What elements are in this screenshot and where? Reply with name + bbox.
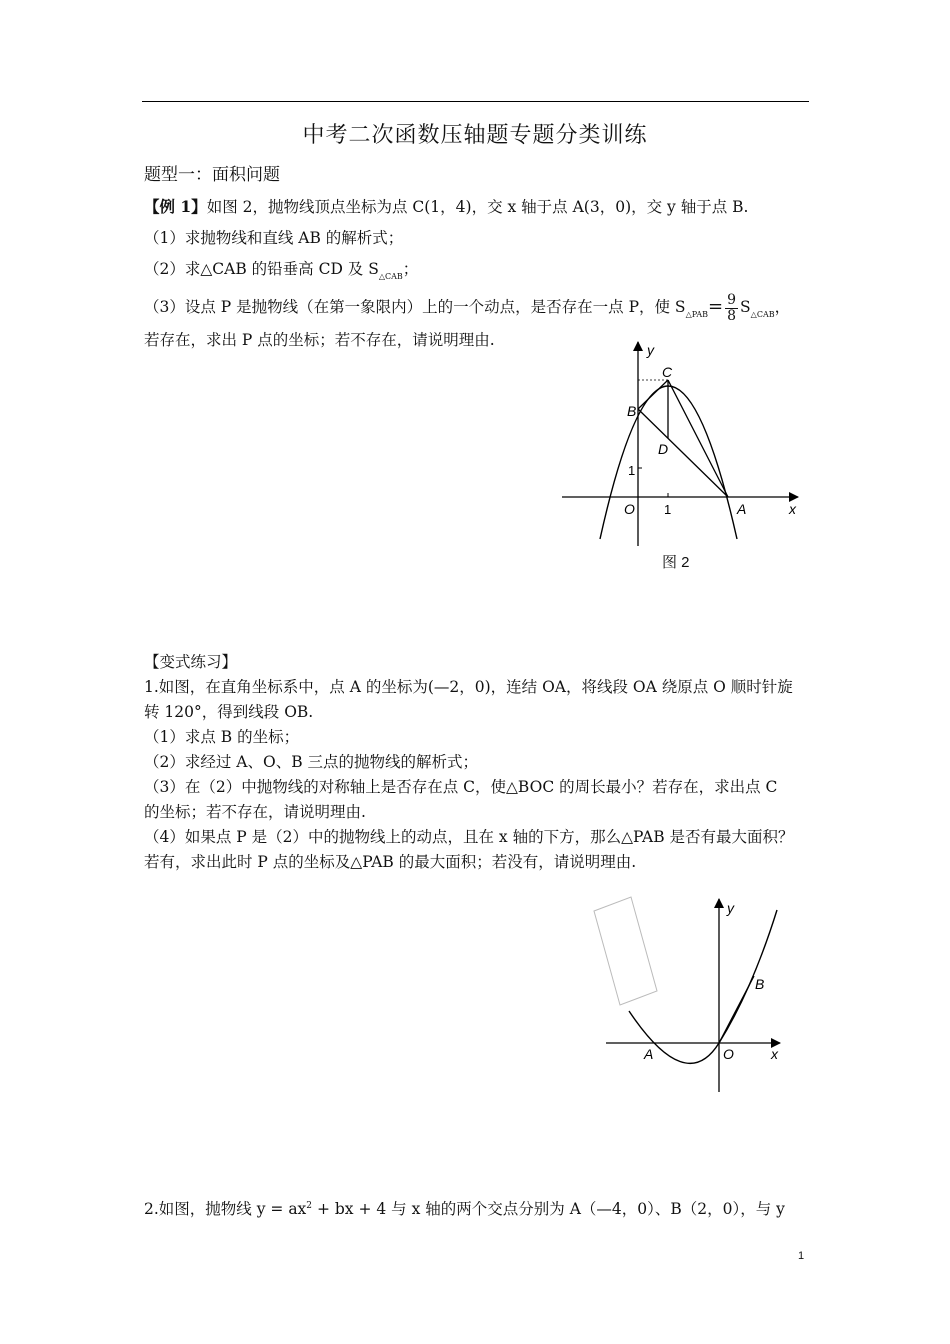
segment-CA	[668, 380, 728, 497]
figure-2-caption: 图 2	[662, 554, 690, 571]
example-q3: （3）设点 P 是抛物线（在第一象限内）上的一个动点，是否存在一点 P，使 $S_{\triangle PAB}=$ $\frac{9}{8}$ $S_{\triangle CAB}$，	[144, 291, 791, 324]
label-x: x	[771, 1046, 778, 1062]
figure-2-parabola	[555, 335, 805, 550]
page-number: 1	[798, 1250, 805, 1262]
label-y: y	[727, 900, 734, 916]
example-stem	[144, 197, 748, 217]
label-O: O	[723, 1046, 734, 1062]
example-q1: （1）求抛物线和直线 AB 的解析式；	[144, 229, 404, 247]
problem1-q4-line1: （4）如果点 P 是（2）中的抛物线上的动点，且在 x 轴的下方，那么△PAB 是否有最大面积？	[144, 828, 794, 846]
header-rule	[142, 101, 809, 102]
segment-BA	[638, 409, 728, 497]
problem2-line1: 2.如图，抛物线 $y = ax^2$ + bx + 4 与 x 轴的两个交点分别为 A（—4，0）、B（2，0），与 y	[144, 1200, 785, 1219]
label-O: O	[624, 501, 635, 517]
example-stem-text: 如图 2，抛物线顶点坐标为点 C(1，4)，交 x 轴于点 A(3，0)，交 y 轴于点 B.	[206, 198, 749, 216]
page-title: 中考二次函数压轴题专题分类训练	[302, 123, 648, 148]
section-heading: 题型一：面积问题	[144, 165, 280, 185]
label-y: y	[647, 342, 654, 358]
problem1-line1: 1.如图，在直角坐标系中，点 A 的坐标为(—2，0)，连结 OA，将线段 OA 绕原点 O 顺时针旋	[144, 678, 793, 696]
fraction-nine-eighths: $\frac{9}{8}$	[727, 291, 737, 324]
figure-variant-parabola	[588, 892, 788, 1097]
problem1-q3-line1: （3）在（2）中抛物线的对称轴上是否存在点 C，使△BOC 的周长最小？若存在，求出点 C	[144, 778, 778, 796]
label-tick-y1: 1	[628, 463, 636, 478]
problem1-q1: （1）求点 B 的坐标；	[144, 728, 300, 746]
label-D: D	[658, 441, 669, 457]
label-B: B	[627, 403, 637, 419]
example-q3-cont: 若存在，求出 P 点的坐标；若不存在，请说明理由.	[144, 331, 495, 349]
label-C: C	[662, 364, 673, 380]
problem1-q3-line2: 的坐标；若不存在，请说明理由.	[144, 803, 366, 821]
example-q2: （2）求△CAB 的铅垂高 CD 及 $S_{\triangle CAB}$；	[144, 260, 419, 281]
problem1-line2: 转 120°，得到线段 OB.	[144, 703, 314, 721]
label-B: B	[755, 976, 765, 992]
problem1-q2: （2）求经过 A、O、B 三点的抛物线的解析式；	[144, 753, 479, 771]
problem1-q4-line2: 若有，求出此时 P 点的坐标及△PAB 的最大面积；若没有，请说明理由.	[144, 853, 637, 871]
label-tick-x1: 1	[664, 502, 672, 517]
label-x: x	[789, 501, 796, 517]
segment-BC	[638, 380, 668, 409]
label-A: A	[644, 1046, 654, 1062]
label-A: A	[737, 501, 747, 517]
segment-OB	[719, 976, 754, 1043]
faint-scan-artifact	[594, 897, 657, 1005]
variant-heading: 【变式练习】	[144, 653, 238, 671]
example-tag: 【例 1】	[144, 197, 207, 216]
